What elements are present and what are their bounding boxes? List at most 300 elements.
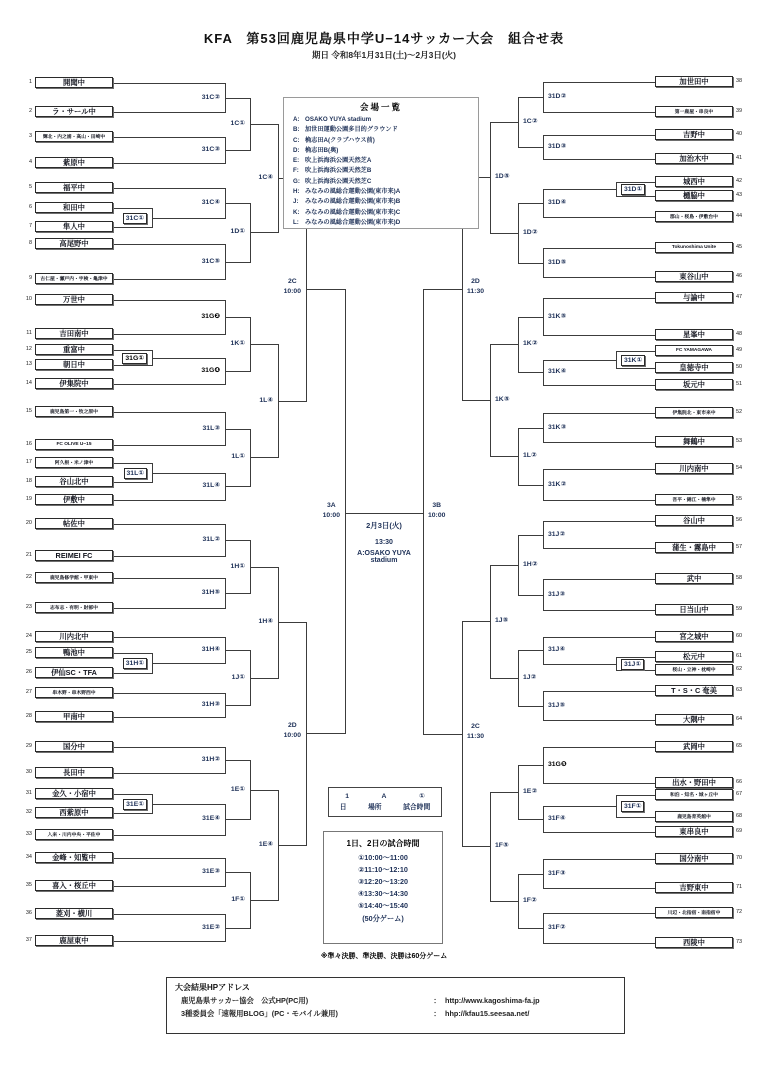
team-name: 和田中 — [63, 202, 85, 212]
bracket-line — [518, 317, 519, 374]
legend-day-label: 日 — [339, 804, 347, 811]
team-box — [35, 476, 113, 487]
bracket-line — [113, 163, 225, 164]
match-label-line: 31K⑤ — [548, 312, 567, 320]
bracket-line — [518, 535, 543, 536]
team-box — [35, 602, 113, 613]
match-label — [231, 785, 245, 795]
team-number: 44 — [736, 213, 743, 219]
match-label-line: 3B — [432, 502, 442, 509]
bracket-line — [543, 217, 655, 218]
team-number: 69 — [736, 828, 743, 834]
team-box — [655, 741, 733, 752]
team-name: REIMEI FC — [55, 551, 93, 560]
team-number: 18 — [25, 478, 32, 484]
team-number: 17 — [25, 459, 32, 465]
bracket-line — [113, 334, 225, 335]
bracket-line — [250, 567, 278, 568]
bracket-line — [616, 351, 655, 352]
team-name: 国分南中 — [679, 853, 709, 863]
match-label — [202, 198, 220, 208]
team-number: 72 — [736, 909, 743, 915]
team-name: 吉野東中 — [679, 882, 709, 892]
match-label-line: 1F② — [523, 896, 537, 904]
venue-name: 吹上浜海浜公園天然芝A — [305, 157, 372, 165]
match-label-line: 31G① — [125, 354, 144, 362]
team-box — [35, 494, 113, 505]
match-label — [548, 198, 566, 208]
legend-day: 1 — [345, 793, 350, 800]
team-number: 10 — [25, 296, 32, 302]
team-box — [655, 292, 733, 303]
team-number: 40 — [736, 131, 743, 137]
bracket-line — [250, 790, 278, 791]
bracket-line — [543, 277, 655, 278]
final-time: 13:30 — [375, 539, 393, 546]
match-label-line: 31C① — [125, 214, 144, 222]
team-name: 加治木中 — [679, 153, 709, 163]
team-number: 11 — [26, 330, 32, 336]
venue-name: みなみの風総合運動公園(東市来)A — [305, 188, 401, 196]
team-box — [655, 76, 733, 87]
time-note: (50分ゲーム) — [362, 914, 404, 923]
match-label-line: 1E① — [230, 785, 245, 793]
match-label-line: 31G❺ — [548, 761, 567, 768]
team-number: 15 — [25, 408, 32, 414]
match-label-line: 1C④ — [258, 173, 273, 181]
match-label-line: 2D — [471, 277, 480, 285]
legend-venue-label: 場所 — [368, 804, 382, 811]
bracket-line — [152, 804, 225, 805]
team-number: 3 — [28, 133, 32, 139]
match-label-line: 1D② — [523, 228, 538, 236]
team-box — [655, 515, 733, 526]
match-label — [203, 535, 220, 545]
bracket-line — [113, 365, 152, 366]
match-label — [523, 560, 537, 570]
team-number: 31 — [25, 790, 32, 796]
team-name: ラ・サール中 — [52, 106, 96, 116]
bracket-line — [225, 317, 250, 318]
bracket-line — [250, 900, 278, 901]
bracket-line — [543, 747, 655, 748]
match-label — [548, 814, 565, 824]
team-number: 34 — [25, 854, 32, 860]
team-name: 串木野・串木野西中 — [52, 691, 96, 696]
match-label — [548, 480, 566, 490]
team-box — [655, 362, 733, 373]
bracket-line — [616, 182, 655, 183]
match-label-line: 11:30 — [467, 732, 485, 740]
team-box — [655, 664, 733, 675]
bracket-line — [113, 794, 152, 795]
match-label-line: 31L③ — [202, 424, 220, 432]
match-label — [231, 227, 245, 237]
match-label — [201, 366, 220, 376]
bracket-line — [225, 486, 250, 487]
team-box — [35, 647, 113, 658]
match-label — [621, 184, 645, 195]
match-label-line: 31E④ — [202, 815, 220, 823]
match-label-line: 1H② — [523, 560, 538, 568]
team-number: 43 — [736, 192, 743, 198]
legend-slot: ① — [418, 793, 425, 800]
team-number: 64 — [736, 716, 743, 722]
match-label — [548, 760, 567, 770]
venue-item — [284, 218, 478, 228]
team-number: 42 — [736, 178, 743, 184]
team-name: 大隅中 — [683, 714, 705, 724]
team-name: 鴨池中 — [63, 647, 85, 657]
team-name: 坂元中 — [683, 379, 705, 389]
team-name: 星峯中 — [683, 329, 705, 339]
venue-name: みなみの風総合運動公園(東市来)C — [305, 208, 401, 216]
team-name: 伊仙SC・TFA — [51, 667, 97, 677]
team-box — [35, 935, 113, 946]
venue-item — [284, 166, 478, 176]
team-name: 隼人中 — [63, 221, 85, 231]
bracket-line — [543, 859, 544, 889]
match-label — [202, 93, 220, 103]
team-number: 49 — [736, 347, 743, 353]
team-number: 67 — [736, 791, 743, 797]
team-number: 36 — [25, 910, 32, 916]
match-label-line: 31H① — [125, 660, 144, 667]
match-label-line: 1H① — [230, 562, 245, 570]
team-box — [35, 439, 113, 450]
team-box — [655, 907, 733, 918]
team-box — [35, 667, 113, 678]
bracket-line — [490, 901, 518, 902]
team-number: 60 — [736, 633, 743, 639]
team-box — [35, 221, 113, 232]
team-box — [35, 294, 113, 305]
match-label — [428, 501, 445, 521]
match-label — [259, 617, 273, 627]
bracket-line — [518, 650, 519, 706]
match-label-line: 1C① — [230, 119, 245, 127]
match-label — [231, 339, 245, 349]
match-label-line: 10:00 — [283, 732, 301, 740]
bracket-line — [113, 653, 152, 654]
bracket-line — [113, 188, 225, 189]
match-label-line: 31G❹ — [201, 366, 220, 374]
team-number: 27 — [25, 689, 32, 695]
venue-item — [284, 115, 478, 125]
team-name: 第一鹿屋・串良中 — [674, 110, 714, 115]
team-number: 59 — [736, 606, 743, 612]
team-box — [35, 344, 113, 355]
bracket-line — [113, 673, 152, 674]
team-box — [655, 176, 733, 187]
bracket-line — [113, 608, 225, 609]
bracket-line — [250, 232, 278, 233]
bracket-line — [113, 384, 225, 385]
match-label — [201, 312, 220, 322]
match-label — [495, 172, 509, 182]
bracket-line — [518, 928, 543, 929]
team-number: 71 — [736, 884, 743, 890]
match-label — [259, 840, 273, 850]
venue-key: H: — [293, 188, 300, 196]
team-name: 西紫原中 — [59, 807, 89, 817]
venue-name: みなみの風総合運動公園(東市来)B — [305, 198, 401, 206]
bracket-line — [490, 792, 491, 902]
match-label — [548, 142, 566, 152]
bracket-line — [225, 98, 250, 99]
bracket-line — [543, 579, 655, 580]
team-number: 23 — [25, 604, 32, 610]
bracket-line — [543, 747, 544, 784]
bracket-line — [518, 595, 543, 596]
bracket-line — [543, 691, 655, 692]
team-box — [35, 829, 113, 840]
team-name: 長田中 — [63, 767, 85, 777]
venue-item — [284, 125, 478, 135]
bracket-line — [490, 565, 518, 566]
bracket-line — [543, 360, 544, 387]
match-label-line: 31H② — [201, 756, 220, 763]
team-number: 1 — [28, 79, 32, 85]
footer-heading: 大会結果HPアドレス — [175, 983, 250, 992]
team-number: 5 — [28, 184, 32, 190]
bracket-line — [518, 765, 519, 820]
team-number: 30 — [25, 769, 32, 775]
bracket-line — [225, 262, 250, 263]
team-name: 吾平・錦江・楠隼中 — [672, 498, 716, 503]
match-label-line: 1J① — [231, 673, 245, 681]
match-label-line: 31D④ — [548, 199, 567, 206]
match-label — [548, 530, 565, 540]
bracket-line — [518, 428, 519, 486]
bracket-line — [225, 203, 250, 204]
bracket-line — [543, 943, 655, 944]
team-name: T・S・C 奄美 — [671, 685, 717, 695]
bracket-line — [462, 400, 490, 401]
team-name: 武岡中 — [683, 741, 705, 751]
match-label — [203, 424, 220, 434]
team-box — [35, 202, 113, 213]
match-label — [203, 481, 220, 491]
team-name: 東谷山中 — [679, 271, 709, 281]
match-label — [548, 367, 566, 377]
match-label-line: 31K① — [624, 356, 643, 364]
bracket-line — [250, 344, 278, 345]
venue-item — [284, 177, 478, 187]
match-label-line: 31K④ — [548, 368, 567, 376]
match-label — [523, 228, 537, 238]
team-box — [655, 651, 733, 662]
team-name: 加世田中 — [679, 76, 709, 86]
venue-list-box — [283, 97, 479, 229]
bracket-line — [225, 705, 250, 706]
venue-key: A: — [293, 116, 300, 123]
bracket-line — [543, 637, 544, 665]
bracket-line — [113, 279, 225, 280]
team-name: 郡山・桜島・伊敷台中 — [670, 215, 718, 220]
bracket-line — [278, 622, 306, 623]
team-number: 6 — [28, 204, 32, 210]
team-name: 樋脇中 — [683, 190, 705, 200]
team-name: 川辺・北指宿・南指宿中 — [667, 911, 721, 916]
bracket-line — [113, 500, 225, 501]
team-number: 55 — [736, 496, 743, 502]
bracket-line — [543, 159, 655, 160]
team-number: 39 — [736, 108, 743, 114]
team-number: 7 — [28, 223, 32, 229]
bracket-line — [225, 150, 250, 151]
match-label-line: 31G❷ — [201, 313, 220, 320]
bracket-line — [616, 795, 655, 796]
match-label — [202, 867, 220, 877]
bracket-line — [616, 817, 655, 818]
team-box — [35, 328, 113, 339]
bracket-line — [518, 147, 543, 148]
bracket-line — [543, 82, 655, 83]
team-number: 53 — [736, 438, 743, 444]
team-name: 谷山中 — [683, 515, 705, 525]
team-box — [655, 604, 733, 615]
final-info — [340, 520, 428, 564]
team-box — [35, 807, 113, 818]
match-label — [495, 616, 508, 626]
time-rows — [324, 852, 442, 912]
team-name: FC OLIVE U−15 — [56, 442, 92, 447]
bracket-line — [543, 360, 616, 361]
match-label-line: 31E① — [126, 800, 144, 808]
match-label — [202, 755, 220, 765]
bracket-line — [113, 463, 152, 464]
bracket-line — [543, 298, 655, 299]
bracket-line — [543, 135, 655, 136]
finals-duration-note: ※準々決勝、準決勝、決勝は60分ゲーム — [320, 953, 448, 960]
bracket-line — [423, 289, 462, 290]
match-label-line: 31J④ — [548, 646, 566, 654]
match-label — [123, 658, 147, 669]
time-item: ①10:00～11:00 — [358, 853, 408, 862]
team-number: 37 — [25, 937, 32, 943]
team-box — [35, 767, 113, 778]
bracket-line — [543, 135, 544, 160]
team-box — [655, 129, 733, 140]
bracket-line — [225, 760, 250, 761]
legend-slot-label: 試合時間 — [403, 804, 431, 811]
team-name: 吉野中 — [683, 129, 705, 139]
match-label — [231, 895, 245, 905]
match-label — [548, 701, 565, 711]
team-number: 47 — [736, 294, 743, 300]
bracket-line — [250, 124, 278, 125]
match-label-line: 1F⑤ — [495, 842, 509, 850]
team-number: 63 — [736, 687, 743, 693]
bracket-line — [543, 385, 655, 386]
bracket-line — [113, 914, 225, 915]
match-label-line: 10:00 — [322, 512, 340, 519]
team-box — [655, 329, 733, 340]
team-box — [35, 77, 113, 88]
team-name: 重富中 — [63, 344, 85, 354]
team-name: 和泊・知名・城ヶ丘中 — [670, 793, 718, 798]
bracket-line — [518, 535, 519, 596]
bracket-line — [113, 578, 225, 579]
match-label-line: 1C② — [523, 118, 538, 125]
match-label-line: 31H③ — [201, 701, 220, 708]
team-box — [35, 687, 113, 698]
bracket-line — [113, 556, 225, 557]
match-label — [202, 145, 220, 155]
bracket-line — [113, 482, 152, 483]
bracket-line — [543, 521, 544, 549]
bracket-line — [113, 137, 225, 138]
team-name: 志布志・有明・財部中 — [50, 606, 98, 611]
bracket-line — [518, 263, 543, 264]
team-number: 14 — [25, 380, 32, 386]
bracket-line — [462, 621, 490, 622]
team-box — [35, 711, 113, 722]
match-label-line: 31L④ — [202, 482, 220, 490]
match-time-box — [323, 831, 443, 944]
match-label — [523, 339, 537, 349]
match-label-line: 1L① — [231, 453, 245, 461]
venue-key: G: — [293, 177, 300, 185]
team-name: 菱刈・横川 — [55, 908, 93, 918]
team-box — [655, 153, 733, 164]
footer-url: http://www.kagoshima-fa.jp — [445, 996, 540, 1005]
match-label-line: 31D① — [624, 186, 643, 193]
bracket-line — [113, 445, 225, 446]
team-box — [655, 937, 733, 948]
bracket-line — [225, 872, 250, 873]
venue-heading: 会場一覧 — [359, 102, 402, 112]
team-number: 73 — [736, 939, 743, 945]
venue-rows — [284, 115, 478, 228]
team-name: 吉田南中 — [59, 328, 89, 338]
footer-url: hhp://kfau15.seesaa.net/ — [445, 1009, 530, 1018]
team-number: 25 — [25, 649, 32, 655]
match-label — [548, 645, 565, 655]
venue-key: F: — [293, 167, 299, 175]
bracket-line — [113, 693, 225, 694]
match-label — [202, 923, 220, 933]
bracket-line — [225, 928, 250, 929]
match-label-line: 31F④ — [548, 815, 566, 822]
match-label-line: 1J② — [523, 673, 537, 681]
team-box — [35, 378, 113, 389]
team-number: 38 — [736, 78, 743, 84]
team-box — [655, 853, 733, 864]
match-label-line: 1E② — [523, 788, 538, 795]
match-label-line: 31J⑤ — [548, 701, 566, 709]
team-number: 62 — [736, 666, 743, 672]
team-number: 35 — [25, 882, 32, 888]
team-name: 伊集院北・東市来中 — [672, 411, 716, 416]
footer-row-separator: ： — [433, 1009, 441, 1018]
team-name: 川内南中 — [679, 463, 709, 473]
match-label-line: 10:00 — [283, 288, 301, 296]
bracket-line — [278, 845, 306, 846]
bracket-line — [384, 513, 423, 514]
venue-item — [284, 187, 478, 197]
team-box — [35, 518, 113, 529]
bracket-line — [423, 289, 424, 735]
bracket-line — [490, 122, 491, 234]
match-label-line: 31K③ — [548, 423, 567, 431]
match-label-line: 1L④ — [259, 396, 273, 404]
tournament-date: 期日 令和8年1月31日(土)～2月3日(火) — [311, 50, 457, 60]
bracket-line — [113, 227, 152, 228]
legend-label-row — [329, 802, 441, 813]
bracket-line — [113, 773, 225, 774]
